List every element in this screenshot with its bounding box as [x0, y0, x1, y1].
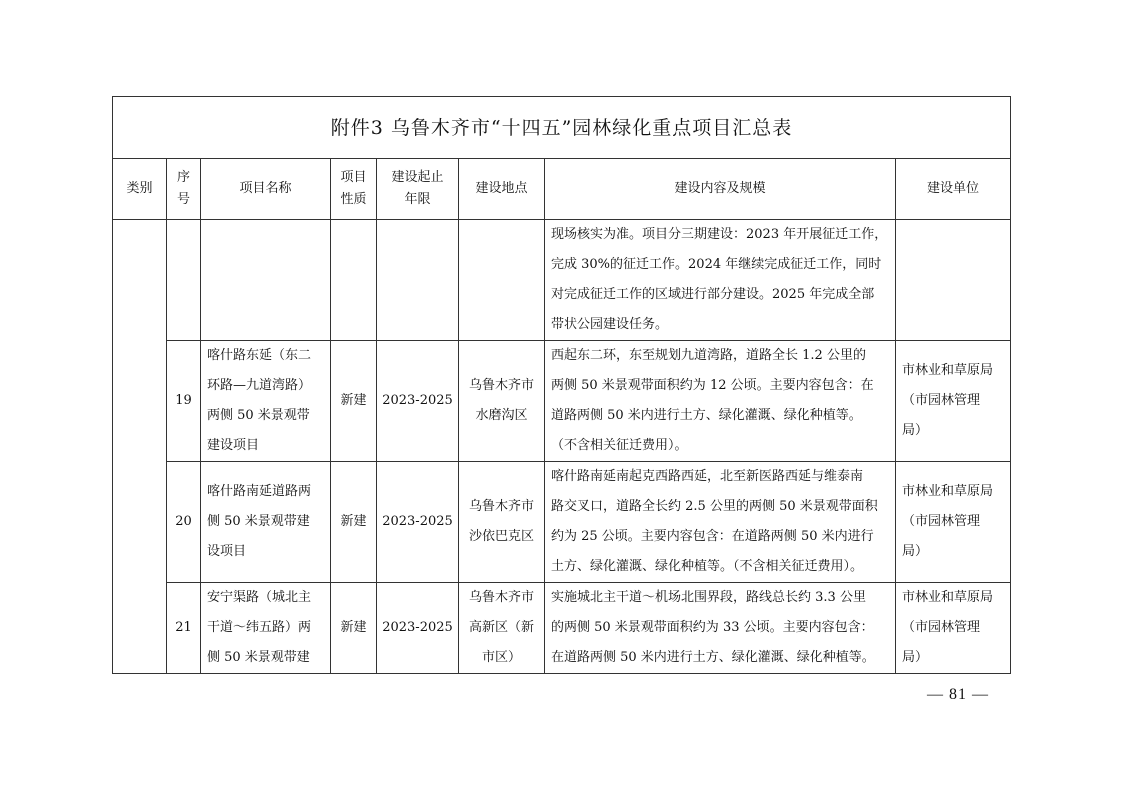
location-cell: 乌鲁木齐市 高新区（新 市区） — [459, 583, 545, 674]
period-cell: 2023-2025 — [377, 462, 459, 583]
table-row — [113, 341, 1011, 462]
header-content: 建设内容及规模 — [545, 159, 896, 220]
table-title: 附件3 乌鲁木齐市“十四五”园林绿化重点项目汇总表 — [113, 97, 1011, 159]
header-unit: 建设单位 — [896, 159, 1011, 220]
content-cell: 实施城北主干道～机场北围界段，路线总长约 3.3 公里 的两侧 50 米景观带面积约为 33 公顷。主要内容包含： 在道路两侧 50 米内进行土方、绿化灌溉、绿化种植等。 — [545, 583, 896, 674]
header-category: 类别 — [113, 159, 167, 220]
header-period: 建设起止 年限 — [377, 159, 459, 220]
header-name: 项目名称 — [201, 159, 331, 220]
content-cell: 西起东二环，东至规划九道湾路，道路全长 1.2 公里的 两侧 50 米景观带面积约为 12 公顷。主要内容包含：在 道路两侧 50 米内进行土方、绿化灌溉、绿化种植等。 （不含相关征迁费用）。 — [545, 341, 896, 462]
period-cell: 2023-2025 — [377, 341, 459, 462]
nature-cell: 新建 — [331, 341, 377, 462]
content-cell: 现场核实为准。项目分三期建设：2023 年开展征迁工作， 完成 30%的征迁工作。2024 年继续完成征迁工作，同时 对完成征迁工作的区域进行部分建设。2025 年完成全部 带状公园建设任务。 — [545, 220, 896, 341]
nature-cell: 新建 — [331, 583, 377, 674]
table-row — [113, 583, 1011, 674]
project-summary-table — [112, 96, 1011, 674]
content-cell: 喀什路南延南起克西路西延，北至新医路西延与维泰南 路交叉口，道路全长约 2.5 公里的两侧 50 米景观带面积 约为 25 公顷。主要内容包含：在道路两侧 50 米内进行 土方、绿化灌溉、绿化种植等。（不含相关征迁费用）。 — [545, 462, 896, 583]
table-row — [113, 220, 1011, 341]
location-cell: 乌鲁木齐市 水磨沟区 — [459, 341, 545, 462]
seq-cell: 21 — [167, 583, 201, 674]
header-location: 建设地点 — [459, 159, 545, 220]
name-cell: 安宁渠路（城北主 干道～纬五路）两 侧 50 米景观带建 — [201, 583, 331, 674]
nature-cell: 新建 — [331, 462, 377, 583]
seq-cell: 20 — [167, 462, 201, 583]
page-number: — 81 — — [927, 686, 989, 703]
header-nature: 项目 性质 — [331, 159, 377, 220]
name-cell: 喀什路南延道路两 侧 50 米景观带建 设项目 — [201, 462, 331, 583]
table-row — [113, 462, 1011, 583]
unit-cell: 市林业和草原局 （市园林管理 局） — [896, 341, 1011, 462]
period-cell: 2023-2025 — [377, 583, 459, 674]
unit-cell: 市林业和草原局 （市园林管理 局） — [896, 583, 1011, 674]
seq-cell: 19 — [167, 341, 201, 462]
location-cell: 乌鲁木齐市 沙依巴克区 — [459, 462, 545, 583]
header-row — [113, 159, 1011, 220]
header-seq: 序 号 — [167, 159, 201, 220]
category-cell — [113, 220, 167, 674]
unit-cell: 市林业和草原局 （市园林管理 局） — [896, 462, 1011, 583]
name-cell: 喀什路东延（东二 环路—九道湾路） 两侧 50 米景观带 建设项目 — [201, 341, 331, 462]
